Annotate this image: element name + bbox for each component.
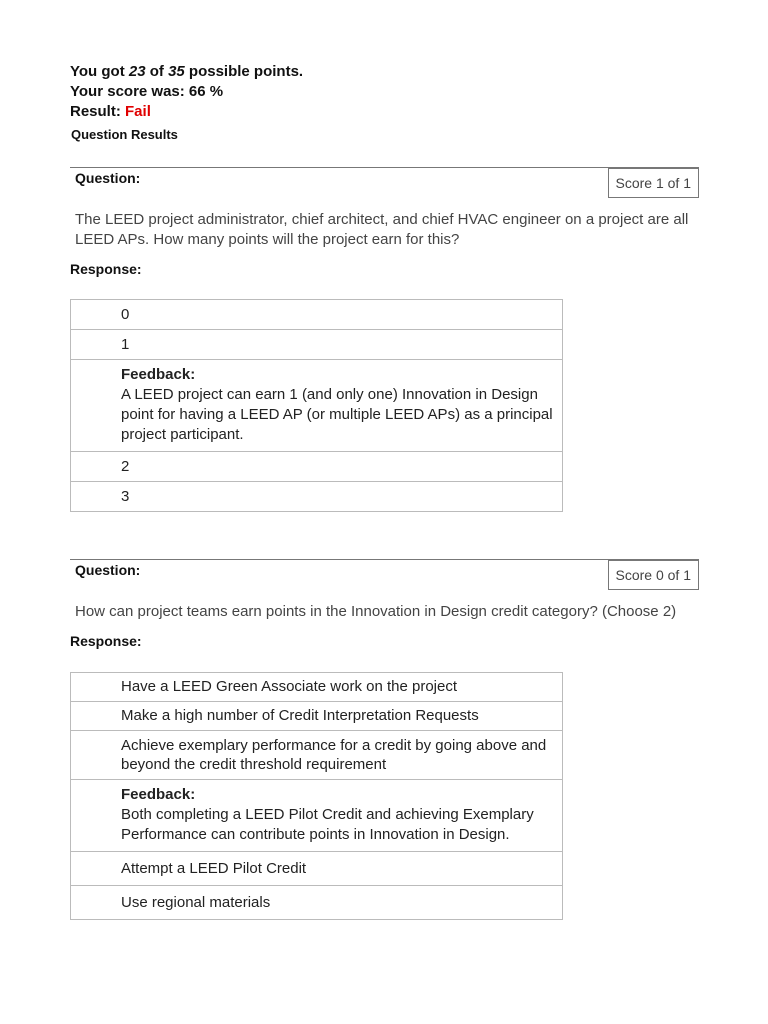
result-line — [70, 102, 303, 122]
points-possible: 35 — [168, 63, 185, 80]
feedback-label: Feedback: — [121, 786, 196, 803]
feedback-text: A LEED project can earn 1 (and only one) Innovation in Design point for having a LEED AP (or multiple LEED APs) as a principal project participant. — [121, 386, 553, 443]
question-block-2 — [70, 559, 699, 920]
question-label: Question: — [75, 562, 141, 578]
feedback-text: Both completing a LEED Pilot Credit and achieving Exemplary Performance can contribute points in Innovation in Design. — [121, 806, 534, 843]
answer-option: 0 — [121, 306, 130, 323]
score-box: Score 0 of 1 — [608, 560, 700, 590]
answer-option: 1 — [71, 329, 562, 359]
answer-option: Attempt a LEED Pilot Credit — [71, 851, 562, 885]
question-label: Question: — [75, 170, 141, 186]
question-results-heading: Question Results — [71, 127, 178, 142]
answer-option: Achieve exemplary performance for a credit by going above and beyond the credit threshold requirement — [71, 730, 562, 779]
score-line: Your score was: 66 % — [70, 83, 224, 100]
feedback-row — [71, 779, 562, 851]
response-table — [70, 299, 563, 512]
feedback-row — [71, 359, 562, 451]
question-block-1 — [70, 167, 699, 512]
answer-option: Use regional materials — [71, 885, 562, 919]
question-text: How can project teams earn points in the Innovation in Design credit category? (Choose 2) — [75, 603, 677, 620]
answer-option: Have a LEED Green Associate work on the project — [121, 678, 458, 695]
points-of: of — [145, 63, 169, 80]
score-box: Score 1 of 1 — [608, 168, 700, 198]
points-got: 23 — [128, 63, 146, 80]
points-suffix: possible points. — [184, 63, 304, 80]
answer-option: 3 — [71, 481, 562, 511]
response-table — [70, 672, 563, 920]
points-line — [70, 62, 303, 82]
answer-option: Make a high number of Credit Interpretation Requests — [71, 701, 562, 730]
answer-option: 2 — [71, 451, 562, 481]
question-text: The LEED project administrator, chief architect, and chief HVAC engineer on a project are all LEED APs. How many points will the project earn for this? — [75, 211, 689, 248]
score-summary — [70, 62, 303, 122]
result-value: Fail — [125, 103, 151, 120]
points-prefix: You got — [70, 63, 129, 80]
result-label: Result: — [70, 103, 126, 120]
question-header — [70, 559, 699, 590]
response-label: Response: — [70, 261, 142, 277]
question-header — [70, 167, 699, 198]
feedback-label: Feedback: — [121, 366, 196, 383]
response-label: Response: — [70, 633, 142, 649]
